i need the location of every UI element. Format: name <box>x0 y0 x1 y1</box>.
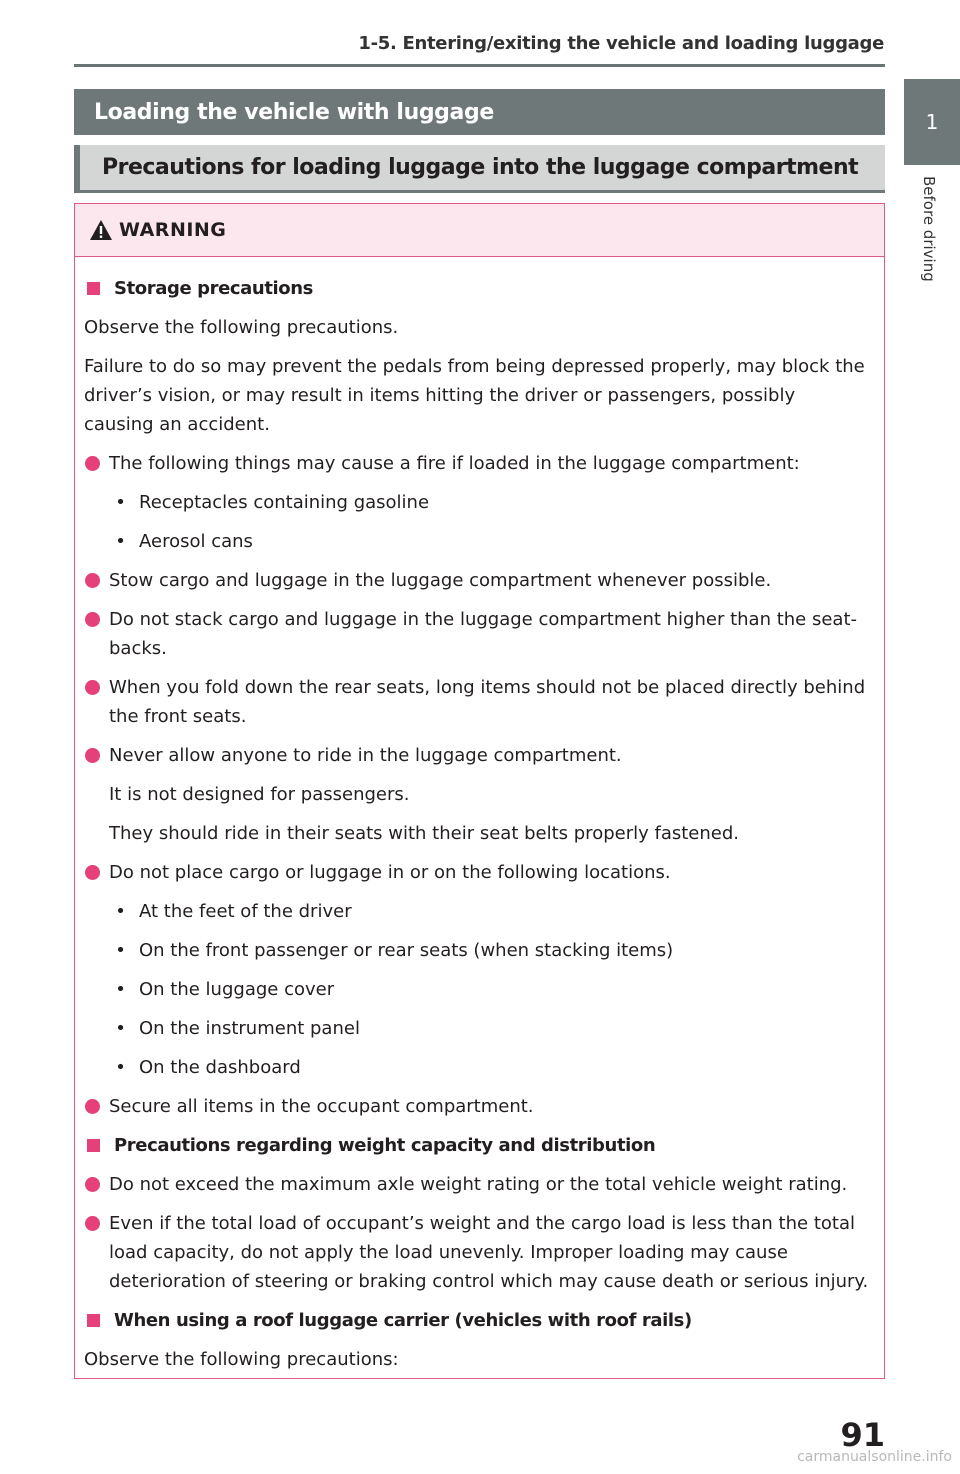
list-item: Do not exceed the maximum axle weight rating or the total vehicle weight rating. <box>84 1170 870 1199</box>
warning-triangle-icon <box>89 219 113 241</box>
subsection-heading: Precautions for loading luggage into the luggage compartment <box>74 145 885 193</box>
bullet-dot-icon <box>85 612 100 627</box>
roof-heading: When using a roof luggage carrier (vehicles with roof rails) <box>84 1306 870 1335</box>
section-heading: Loading the vehicle with luggage <box>74 89 885 135</box>
sub-list-item: • On the dashboard <box>84 1053 870 1082</box>
storage-failure-text: Failure to do so may prevent the pedals from being depressed properly, may block the driver’s vision, or may result in items hitting the driver or passengers, possibly causing an accident. <box>84 356 865 435</box>
ride-note: They should ride in their seats with their seat belts properly fastened. <box>109 823 739 844</box>
bullet-icon: • <box>115 531 126 552</box>
section-title: 1-5. Entering/exiting the vehicle and loading luggage <box>358 33 884 54</box>
list-item: Do not stack cargo and luggage in the luggage compartment higher than the seat-backs. <box>84 605 870 663</box>
bullet-icon: • <box>115 1018 126 1039</box>
weight-heading: Precautions regarding weight capacity and distribution <box>84 1131 870 1160</box>
square-marker-icon <box>87 282 100 295</box>
sub-list-item: • Aerosol cans <box>84 527 870 556</box>
list-item: When you fold down the rear seats, long items should not be placed directly behind the front seats. <box>84 673 870 731</box>
warning-box <box>74 203 885 1379</box>
sub-list-item: • On the front passenger or rear seats (when stacking items) <box>84 936 870 965</box>
bullet-icon: • <box>115 1057 126 1078</box>
bullet-icon: • <box>115 940 126 961</box>
list-item: The following things may cause a fire if loaded in the luggage compartment: <box>84 449 870 478</box>
square-marker-icon <box>87 1314 100 1327</box>
bullet-icon: • <box>115 492 126 513</box>
warning-header <box>75 204 884 257</box>
sub-list-item: • On the instrument panel <box>84 1014 870 1043</box>
bullet-dot-icon <box>85 865 100 880</box>
warning-title: WARNING <box>119 219 227 241</box>
footer-url[interactable]: carmanualsonline.info <box>797 1449 952 1465</box>
ride-note: It is not designed for passengers. <box>109 784 410 805</box>
bullet-dot-icon <box>85 1216 100 1231</box>
chapter-label: Before driving <box>920 176 938 282</box>
list-item: Even if the total load of occupant’s weight and the cargo load is less than the total load capacity, do not apply the load unevenly. Improper loading may cause deterioration of steering or braking control which may cause death or serious injury. <box>84 1209 870 1296</box>
chapter-tab: 1 <box>904 79 960 165</box>
sub-list-item: • Receptacles containing gasoline <box>84 488 870 517</box>
bullet-dot-icon <box>85 1099 100 1114</box>
bullet-dot-icon <box>85 680 100 695</box>
list-item: Do not place cargo or luggage in or on the following locations. <box>84 858 870 887</box>
roof-intro: Observe the following precautions: <box>84 1349 399 1370</box>
list-item: Stow cargo and luggage in the luggage compartment whenever possible. <box>84 566 870 595</box>
bullet-dot-icon <box>85 1177 100 1192</box>
storage-intro: Observe the following precautions. <box>84 317 399 338</box>
list-item: Secure all items in the occupant compartment. <box>84 1092 870 1121</box>
list-item: Never allow anyone to ride in the luggage compartment. <box>84 741 870 770</box>
page-number: 91 <box>840 1416 885 1454</box>
warning-content <box>75 257 884 1374</box>
header-divider <box>74 64 885 67</box>
bullet-icon: • <box>115 979 126 1000</box>
bullet-icon: • <box>115 901 126 922</box>
sub-list-item: • On the luggage cover <box>84 975 870 1004</box>
storage-heading: Storage precautions <box>84 274 870 303</box>
bullet-dot-icon <box>85 456 100 471</box>
bullet-dot-icon <box>85 748 100 763</box>
bullet-dot-icon <box>85 573 100 588</box>
sub-list-item: • At the feet of the driver <box>84 897 870 926</box>
square-marker-icon <box>87 1139 100 1152</box>
